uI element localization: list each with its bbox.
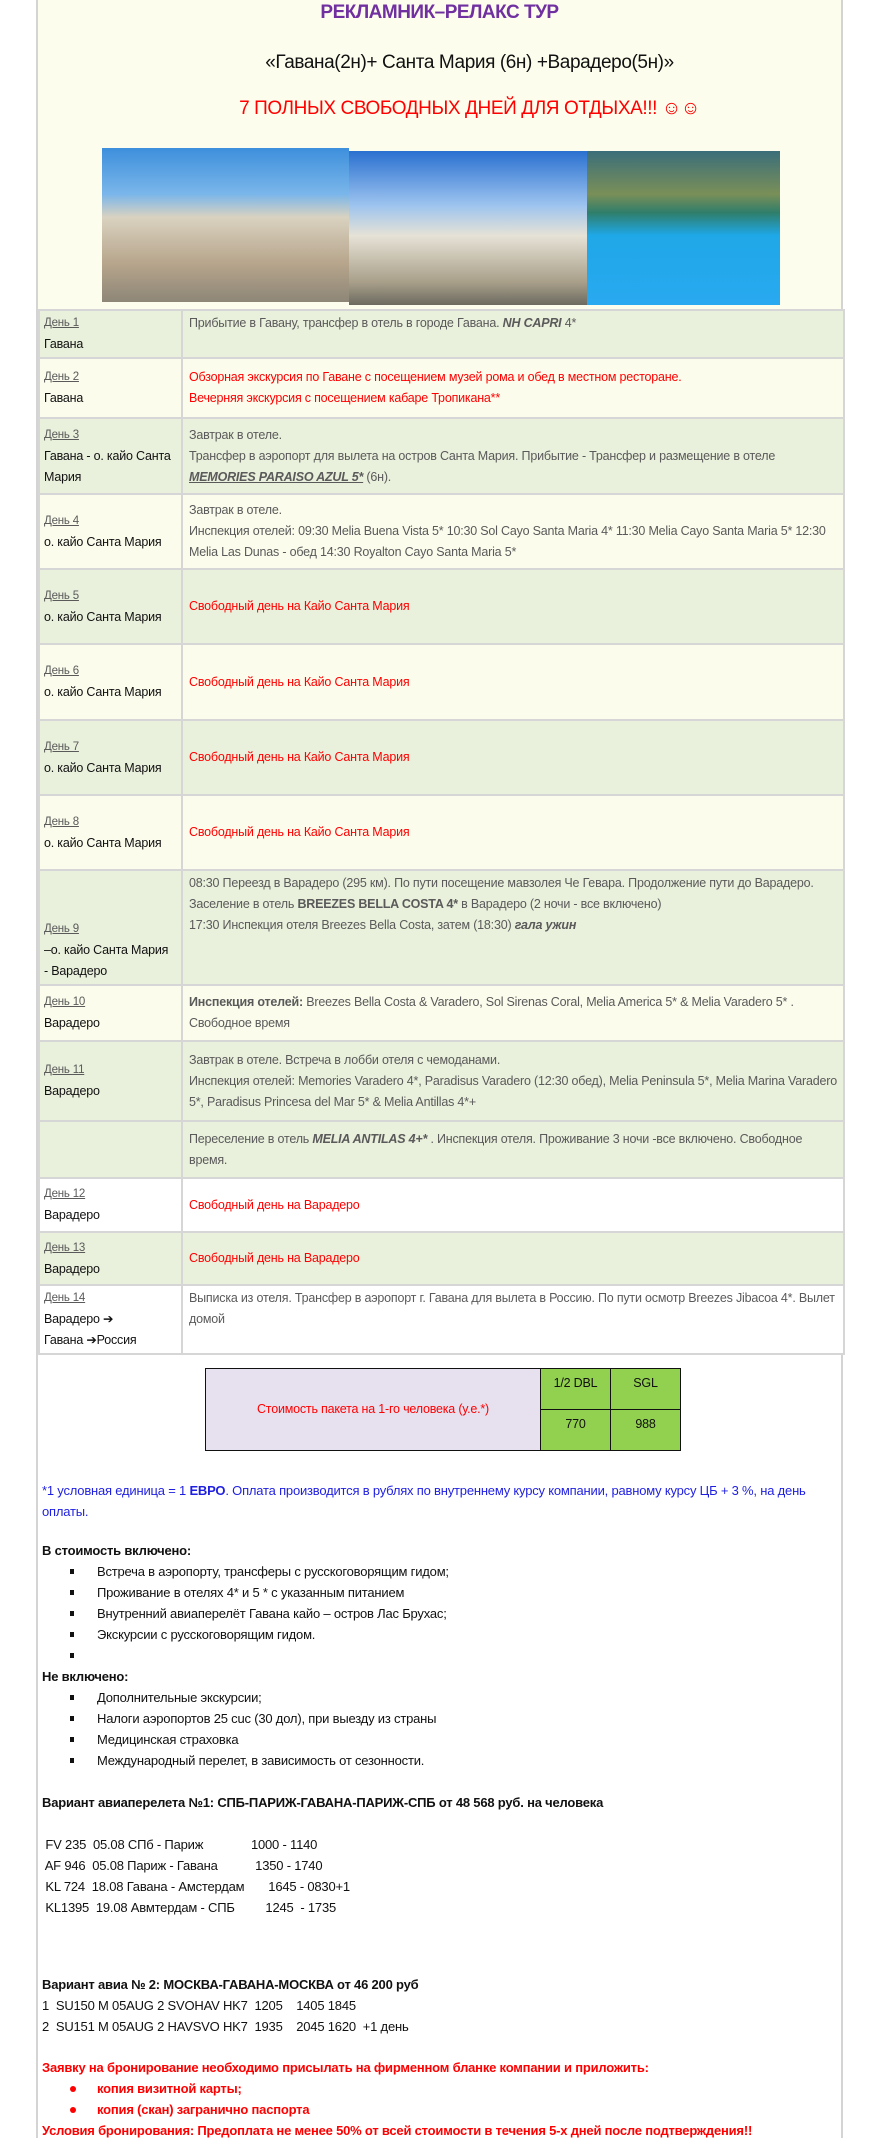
day-text: Инспекция отелей: Memories Varadero 4*, Paradisus Varadero (12:30 обед), Melia Peninsula 5*, Melia Marina Varadero 5*, Paradisus Princesa del Mar 5* & Melia Antillas 4*+: [189, 1073, 837, 1109]
day-place: Варадеро ➔: [44, 1312, 114, 1326]
day-text: в Варадеро (2 ночи - все включено): [457, 897, 662, 911]
table-row: [39, 1178, 844, 1232]
table-row: [39, 310, 844, 358]
day-place: Варадеро: [44, 1208, 100, 1222]
day-place: Варадеро: [44, 1261, 100, 1276]
day-text: Завтрак в отеле. Встреча в лобби отеля с чемоданами.: [189, 1052, 501, 1067]
table-row: [39, 1232, 844, 1285]
excluded-title: Не включено:: [42, 1669, 129, 1684]
day-text: Свободный день на Варадеро: [182, 1178, 844, 1232]
day-text: Завтрак в отеле.: [189, 503, 282, 517]
day-label: День 12: [44, 1188, 86, 1200]
table-row: [39, 358, 844, 418]
havana-capitol-photo: [349, 151, 587, 305]
notes: [38, 1480, 841, 2141]
flight-row: 2 SU151 M 05AUG 2 HAVSVO HK7 1935 2045 1620 +1 день: [42, 2019, 409, 2034]
table-row: [39, 418, 844, 494]
day-label: День 7: [44, 740, 79, 753]
day-label: День 8: [44, 815, 79, 828]
day-text: Трансфер в аэропорт для вылета на остров Санта Мария. Прибытие - Трансфер и размещение в отеле: [189, 448, 776, 463]
hotel-link[interactable]: MEMORIES PARAISO AZUL 5*: [189, 469, 364, 484]
list-item: Медицинская страховка: [70, 1729, 837, 1750]
day-place: Варадеро: [44, 1016, 100, 1030]
gala-dinner: гала ужин: [514, 918, 577, 932]
day-text: Прибытие в Гавану, трансфер в отель в городе Гавана.: [189, 316, 503, 330]
day-place: о. кайо Санта Мария: [44, 609, 162, 624]
table-row: [39, 795, 844, 870]
table-row: [39, 644, 844, 720]
tour-document: [36, 0, 843, 2138]
list-item: копия визитной карты;: [70, 2078, 837, 2099]
day-label: День 1: [44, 317, 79, 329]
price-header-dbl: 1/2 DBL: [541, 1369, 611, 1410]
list-item: Внутренний авиаперелёт Гавана кайо – остров Лас Брухас;: [70, 1603, 837, 1624]
price-header-sgl: SGL: [611, 1369, 681, 1410]
hotel-name: MELIA ANTILAS 4+*: [312, 1131, 431, 1146]
table-row: [39, 1041, 844, 1121]
list-item: Международный перелет, в зависимость от сезонности.: [70, 1750, 837, 1771]
day-text: Свободный день на Кайо Санта Мария: [182, 720, 844, 795]
list-item: Проживание в отелях 4* и 5 * с указанным питанием: [70, 1582, 837, 1603]
table-row: [39, 1121, 844, 1178]
day-place: Гавана: [44, 391, 84, 405]
day-text: 08:30 Переезд в Варадеро (295 км). По пути посещение мавзолея Че Гевара. Продолжение пути до Варадеро. Заселение в отель: [189, 876, 814, 911]
flight-row: 1 SU150 M 05AUG 2 SVOHAV HK7 1205 1405 1845: [42, 1998, 356, 2013]
tour-route: «Гавана(2н)+ Санта Мария (6н) +Варадеро(5н)»: [265, 52, 674, 73]
day-place: о. кайо Санта Мария: [44, 534, 162, 549]
list-item: копия (скан) загранично паспорта: [70, 2099, 837, 2120]
day-text: Переселение в отель: [189, 1131, 313, 1146]
day-text: Breezes Bella Costa & Varadero, Sol Sirenas Coral, Melia America 5* & Melia Varadero 5* . Свободное время: [189, 995, 794, 1030]
tour-title: РЕКЛАМНИК–РЕЛАКС ТУР: [320, 2, 559, 23]
day-text: Обзорная экскурсия по Гаване с посещением музей рома и обед в местном ресторане.: [189, 370, 682, 384]
day-text: Свободный день на Кайо Санта Мария: [182, 795, 844, 870]
tour-tagline: 7 ПОЛНЫХ СВОБОДНЫХ ДНЕЙ ДЛЯ ОТДЫХА!!! ☺☺: [239, 98, 700, 119]
havana-cathedral-photo: [102, 148, 349, 302]
hotel-name: BREEZES BELLA COSTA 4*: [297, 897, 458, 911]
day-place: о. кайо Санта Мария: [44, 760, 162, 775]
table-row: [39, 494, 844, 569]
day-text: Завтрак в отеле.: [189, 427, 282, 442]
day-label: День 13: [44, 1241, 86, 1254]
table-row: [39, 985, 844, 1041]
table-row: [39, 870, 844, 985]
flight-row: FV 235 05.08 СПб - Париж 1000 - 1140: [42, 1837, 318, 1852]
day-label: День 3: [44, 428, 79, 441]
hero: [38, 0, 841, 309]
price-table: [205, 1368, 681, 1451]
day-text: Свободный день на Варадеро: [182, 1232, 844, 1285]
day-label: День 14: [44, 1292, 86, 1304]
hotel-stars: 4*: [564, 316, 577, 330]
booking-conditions: Условия бронирования: Предоплата не менее 50% от всей стоимости в течения 5-х дней после подтверждения!!: [42, 2123, 753, 2138]
day-text: Выписка из отеля. Трансфер в аэропорт г. Гавана для вылета в Россию. По пути осмотр Breezes Jibacoa 4*. Вылет домой: [182, 1285, 844, 1354]
flight-row: AF 946 05.08 Париж - Гавана 1350 - 1740: [42, 1858, 323, 1873]
flight-row: KL1395 19.08 Авмтердам - СПБ 1245 - 1735: [42, 1900, 337, 1915]
booking-title: Заявку на бронирование необходимо присылать на фирменном бланке компании и приложить:: [42, 2060, 649, 2075]
day-place: Гавана: [44, 337, 84, 351]
table-row: [39, 1285, 844, 1354]
itinerary-table: [38, 309, 845, 1355]
day-place: Гавана ➔Россия: [44, 1333, 137, 1347]
price-dbl: 770: [541, 1410, 611, 1451]
day-place: о. кайо Санта Мария: [44, 835, 162, 850]
hotel-name: NH CAPRI: [502, 316, 565, 330]
price-section: [38, 1355, 841, 1450]
day-text: . Инспекция отеля. Проживание 3 ночи -все включено. Свободное время.: [189, 1131, 803, 1167]
day-label: День 6: [44, 665, 79, 677]
list-item: Дополнительные экскурсии;: [70, 1687, 837, 1708]
table-row: [39, 720, 844, 795]
day-text: (6н).: [363, 469, 392, 484]
currency-footnote: *1 условная единица = 1 ЕВРО. Оплата производится в рублях по внутреннему курсу компании, равному курсу ЦБ + 3 %, на день оплаты.: [42, 1483, 806, 1519]
flight-option-2-schedule: [42, 1995, 837, 2037]
flight-option-2-title: Вариант авиа № 2: МОСКВА-ГАВАНА-МОСКВА от 46 200 руб: [42, 1977, 419, 1992]
day-label: День 4: [44, 514, 79, 527]
day-place: Гавана - о. кайо Санта Мария: [44, 448, 171, 484]
price-sgl: 988: [611, 1410, 681, 1451]
day-place: –о. кайо Санта Мария - Варадеро: [44, 943, 169, 978]
price-label: Стоимость пакета на 1-го человека (у.е.*): [206, 1369, 541, 1451]
list-item: Налоги аэропортов 25 cuc (30 дол), при выезду из страны: [70, 1708, 837, 1729]
excluded-list: [70, 1687, 837, 1771]
day-text: Свободный день на Кайо Санта Мария: [182, 644, 844, 720]
list-item: [70, 1645, 837, 1666]
flight-row: KL 724 18.08 Гавана - Амстердам 1645 - 0830+1: [42, 1879, 350, 1894]
day-label: День 2: [44, 371, 79, 383]
day-label: День 9: [44, 923, 79, 935]
list-item: Встреча в аэропорту, трансферы с русскоговорящим гидом;: [70, 1561, 837, 1582]
booking-list: [70, 2078, 837, 2120]
list-item: Экскурсии с русскоговорящим гидом.: [70, 1624, 837, 1645]
included-title: В стоимость включено:: [42, 1543, 191, 1558]
day-place: Варадеро: [44, 1084, 100, 1098]
flight-option-1-title: Вариант авиаперелета №1: СПБ-ПАРИЖ-ГАВАНА-ПАРИЖ-СПБ от 48 568 руб. на человека: [42, 1795, 604, 1810]
day-text: Свободный день на Кайо Санта Мария: [182, 569, 844, 644]
day-label: День 5: [44, 589, 79, 602]
table-row: [39, 569, 844, 644]
included-list: [70, 1561, 837, 1666]
resort-pool-photo: [587, 151, 780, 305]
day-text: 17:30 Инспекция отеля Breezes Bella Costa, затем (18:30): [189, 918, 515, 932]
day-place: о. кайо Санта Мария: [44, 685, 162, 699]
day-text: Инспекция отелей: 09:30 Melia Buena Vista 5* 10:30 Sol Cayo Santa Maria 4* 11:30 Melia Cayo Santa Maria 5* 12:30 Melia Las Dunas - обед 14:30 Royalton Cayo Santa Maria 5*: [189, 524, 826, 559]
day-label: День 10: [44, 996, 86, 1008]
inspection-label: Инспекция отелей:: [189, 995, 303, 1009]
day-text: Вечерняя экскурсия с посещением кабаре Тропикана**: [189, 391, 500, 405]
day-label: День 11: [44, 1064, 85, 1076]
flight-option-1-schedule: [42, 1834, 837, 1918]
